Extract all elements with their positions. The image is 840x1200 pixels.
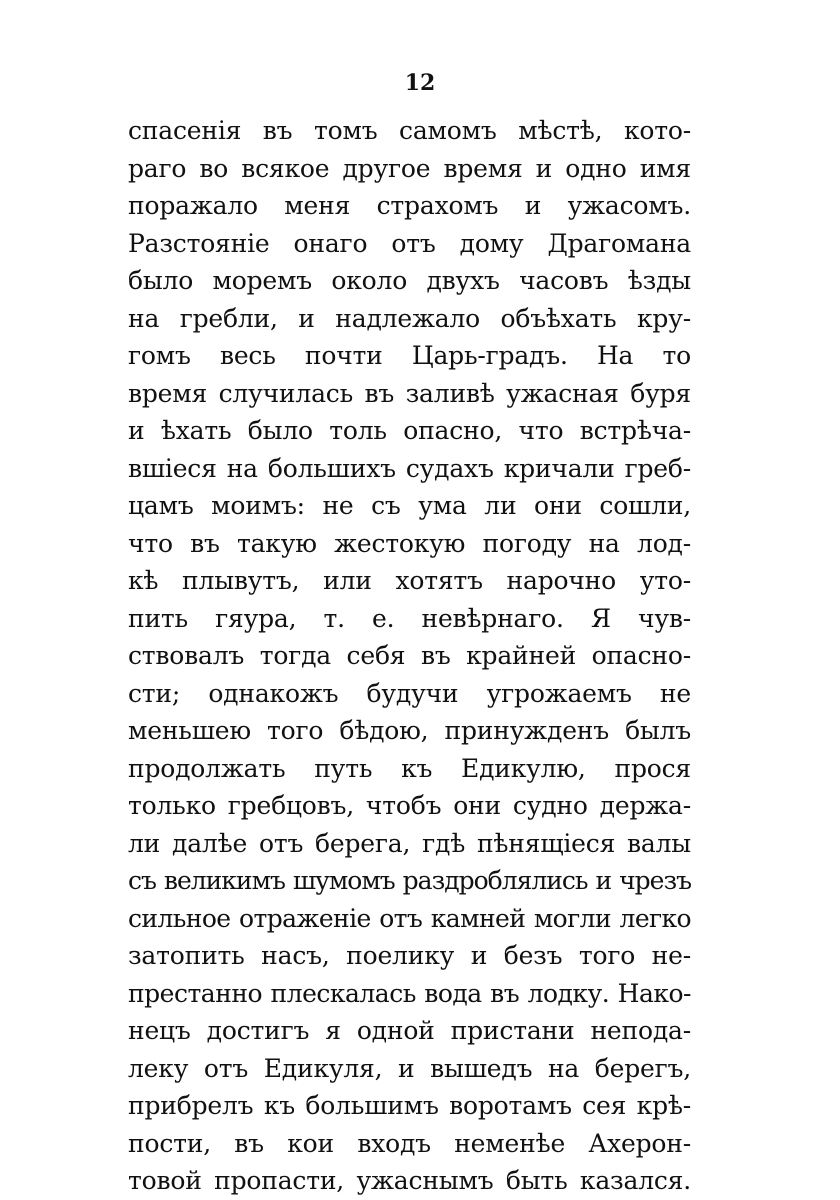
- text-line: прибрелъ къ большимъ воротамъ сея крѣ-: [128, 1091, 691, 1120]
- body-text: [128, 112, 691, 1200]
- page-number: 12: [404, 70, 436, 96]
- text-line: затопить насъ, поелику и безъ того не-: [128, 941, 691, 970]
- text-line: леку отъ Едикуля, и вышедъ на берегъ,: [128, 1053, 691, 1083]
- text-line: и ѣхать было толь опасно, что встрѣча-: [128, 416, 691, 445]
- text-line: вшіеся на большихъ судахъ кричали греб-: [128, 453, 691, 483]
- text-line: только гребцовъ, чтобъ они судно держа-: [128, 791, 691, 820]
- text-line: пости, въ кои входъ неменѣе Ахерон-: [128, 1128, 691, 1158]
- text-line: нецъ достигъ я одной пристани непода-: [128, 1016, 691, 1045]
- text-line: престанно плескалась вода въ лодку. Нако-: [128, 978, 691, 1008]
- text-line: на гребли, и надлежало объѣхать кру-: [128, 303, 691, 333]
- text-line: поражало меня страхомъ и ужасомъ.: [128, 191, 691, 220]
- text-line: продолжать путь къ Едикулю, прося: [128, 753, 691, 783]
- text-line: кѣ плывутъ, или хотятъ нарочно уто-: [128, 566, 691, 595]
- text-line: ствовалъ тогда себя въ крайней опасно-: [128, 641, 691, 670]
- text-line: ли далѣе отъ берега, гдѣ пѣнящіеся валы: [128, 828, 691, 858]
- text-line: что въ такую жестокую погоду на лод-: [128, 528, 691, 558]
- text-line: время случилась въ заливѣ ужасная буря: [128, 378, 691, 408]
- text-line: было моремъ около двухъ часовъ ѣзды: [128, 266, 691, 295]
- text-line: спасенія въ томъ самомъ мѣстѣ, кото-: [128, 116, 691, 145]
- text-line: товой пропасти, ужаснымъ быть казался.: [128, 1166, 691, 1195]
- text-line: сильное отраженіе отъ камней могли легко: [128, 903, 691, 933]
- text-line: меньшею того бѣдою, принужденъ былъ: [128, 716, 691, 745]
- text-line: цамъ моимъ: не съ ума ли они сошли,: [128, 491, 691, 520]
- text-line: Разстояніе онаго отъ дому Драгомана: [128, 228, 691, 258]
- text-line: пить гяура, т. е. невѣрнаго. Я чув-: [128, 603, 691, 633]
- text-line: гомъ весь почти Царь-градъ. На то: [128, 341, 691, 370]
- text-line: сти; однакожъ будучи угрожаемъ не: [128, 678, 691, 708]
- text-line: съ великимъ шумомъ раздроблялись и чрезъ: [128, 866, 691, 895]
- text-line: раго во всякое другое время и одно имя: [128, 153, 691, 183]
